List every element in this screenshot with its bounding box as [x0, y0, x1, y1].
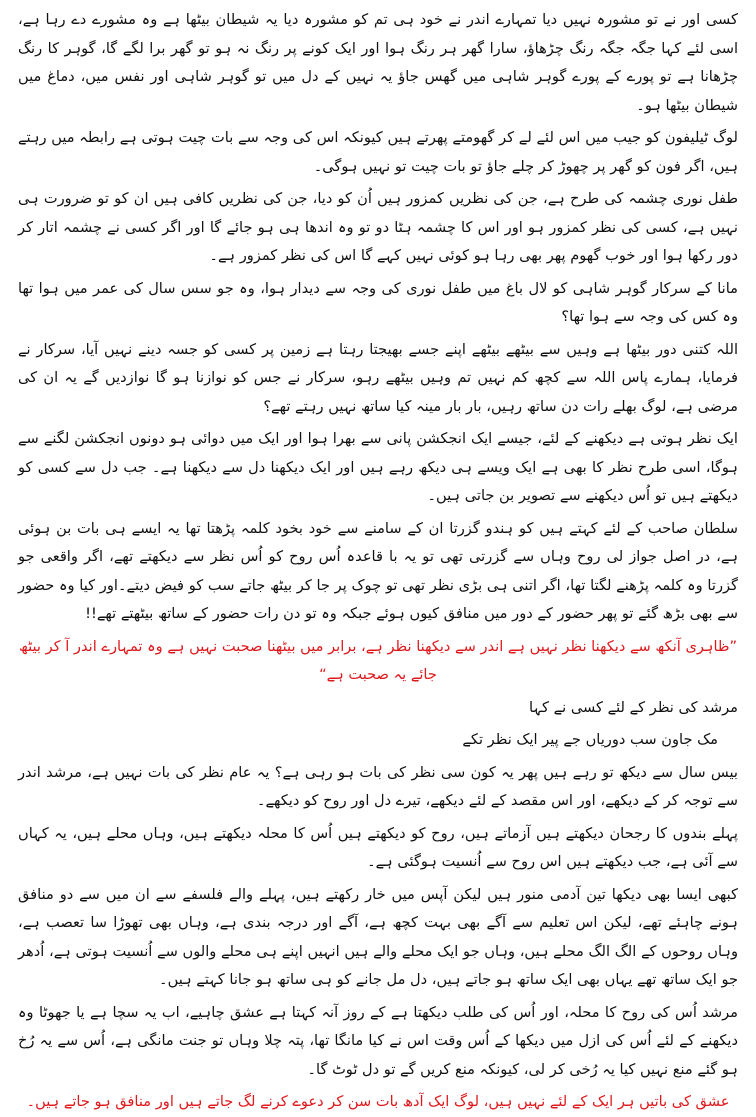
paragraph-three-men: کبھی ایسا بھی دیکھا تین آدمی منور ہیں لیکن آپس میں خار رکھتے ہیں، پہلے والے فلسفے سے ان میں سے دو منافق ہونے چاہئے تھے، لیکن اس تعلیم سے آگے بھی بہت کچھ ہے، آگے اور درجہ بندی ہے، وہاں بھی تھوڑا سا تعصب ہے، وہاں روحوں کے الگ الگ محلے ہیں، وہاں جو ایک محلے والے ہیں انہیں اپنے ہی محلے والوں سے اُنسیت ہوتی ہے، اُدھر جو ایک ساتھ تھے یہاں بھی ایک ساتھ ہو جاتے ہیں، دل مل جانے کو ہی ساتھ ہو جانا کہتے ہیں۔ — [18, 885, 738, 988]
paragraph-sultan-sahib: سلطان صاحب کے لئے کہتے ہیں کو ہندو گزرتا ان کے سامنے سے خود بخود کلمہ پڑھتا تھا یہ ایسے ہی بات بن ہوئی ہے، در اصل جواز لی روح وہاں سے گزرتی تھی تو یہ با قاعدہ اُس روح کو اُس نظر سے دیکھتے تھے، اگر واقعی جو گزرتا وہ کلمہ پڑھنے لگتا تھا، اگر اتنی ہی بڑی نظر تھی تو چوک پر جا کر بیٹھ جاتے سب کو فیض دیتے۔اور کیا وہ حضور سے بھی بڑھ گئے تو پھر حضور کے دور میں منافق کیوں ہوئے جبکہ وہ تو دن رات حضور کے ساتھ بیٹھتے تھے!! — [18, 519, 738, 622]
paragraph-spectacles: طفل نوری چشمہ کی طرح ہے، جن کی نظریں کمزور ہیں اُن کو دیا، جن کی نظریں کافی ہیں ان کو تو ضرورت ہی نہیں ہے، کسی کی نظر کمزور ہو اور اس کا چشمہ ہٹا دو تو وہ اندھا ہی ہو جائے گا اور اگر کسی نے چشمہ اتار کر دور رکھا ہوا اور خوب گھوم پھر بھی رہا ہو کوئی نہیں کہے گا اس کی نظر کمزور ہے۔ — [18, 190, 738, 264]
paragraph-murshid-sees: مرشد اُس کی روح کا محلہ، اور اُس کی طلب دیکھتا ہے کے روز آنہ کہتا ہے عشق چاہیے، اب یہ سچا ہے یا جھوٹا وہ دیکھنے کے لئے اُس کی ازل میں دیکھا کے اُس وقت اس نے کیا مانگا تھا، پتہ چلا وہاں تو جنت مانگی ہے، اُس سے یہ رُخ ہو گئے منع نہیں کیا یہ رُخی کر لی، کیونکہ منع کریں گے تو دل ٹوٹ گا۔ — [18, 1003, 738, 1078]
quote-highlight-love: عشق کی باتیں ہر ایک کے لئے نہیں ہیں، لوگ ایک آدھ بات سن کر دعوے کرنے لگ جاتے ہیں اور منافق ہو جاتے ہیں۔ — [26, 1093, 730, 1110]
paragraph-allah-distance: اللہ کتنی دور بیٹھا ہے وہیں سے بیٹھے بیٹھے اپنے جسے بھیجتا رہتا ہے زمین پر کسی کو جسہ دینے نہیں آیا، سرکار نے فرمایا، ہمارے پاس اللہ سے کچھ کم نہیں تم وہیں بیٹھے رہو، سرکار نے جس کو نوازنا ہو گا نوازدیں گے یہ ان کی مرضی ہے، لوگ بھلے رات دن ساتھ رہیں، بار بار مینہ کیا ساتھ نہیں رہتے تھے؟ — [18, 340, 738, 415]
paragraph-advice: کسی اور نے تو مشورہ نہیں دیا تمہارے اندر نے خود ہی تم کو مشورہ دیا یہ شیطان بیٹھا ہے وہ مشورے دے رہا ہے، اسی لئے کہا جگہ جگہ رنگ چڑھاؤ، سارا گھر ہر رنگ ہوا اور ایک کونے پر رنگ نہ ہو تو گھر برا لگے گا، گوہر کا رنگ چڑھانا ہے تو پورے کے پورے گوہر شاہی میں گھس جاؤ یہ نہیں کے دل میں تو گوہر شاہی اور نفس میں، دماغ میں شیطان بیٹھا ہو۔ — [18, 11, 738, 114]
paragraph-twenty-years: بیس سال سے دیکھ تو رہے ہیں پھر یہ کون سی نظر کی بات ہو رہی ہے؟ یہ عام نظر کی بات نہیں ہے، مرشد اندر سے توجہ کر کے دیکھے، اور اس مقصد کے لئے دیکھے، تیرے دل اور روح کو دیکھے۔ — [18, 763, 738, 809]
paragraph-lal-bagh: مانا کے سرکار گوہر شاہی کو لال باغ میں طفل نوری کی وجہ سے دیدار ہوا، وہ جو سس سال کی عمر میں ہوا تھا وہ کس کی وجہ سے ہوا تھا؟ — [18, 279, 738, 325]
verse-line: مک جاون سب دوریاں جے پیر ایک نظر تکے — [462, 731, 718, 748]
paragraph-inclination: پہلے بندوں کا رجحان دیکھتے ہیں آزماتے ہیں، روح کو دیکھتے ہیں اُس کا محلہ دیکھتے ہیں، وہاں محلے ہیں، یہ کہاں سے آئی ہے، جب دیکھتے ہیں اس روح سے اُنسیت ہوگئی ہے۔ — [18, 824, 738, 870]
paragraph-telephone: لوگ ٹیلیفون کو جیب میں اس لئے لے کر گھومتے پھرتے ہیں کیونکہ اس کی وجہ سے بات چیت ہوتی ہے رابطہ میں رہتے ہیں، اگر فون کو گھر پر چھوڑ کر چلے جاؤ تو بات چیت تو نہیں ہوگی۔ — [18, 129, 738, 175]
quote-highlight-sight: ”ظاہری آنکھ سے دیکھنا نظر نہیں ہے اندر سے دیکھنا نظر ہے، برابر میں بیٹھنا صحبت نہیں ہے وہ تمہارے اندر آ کر بیٹھ جائے یہ صحبت ہے“ — [18, 637, 738, 683]
paragraph-injection: ایک نظر ہوتی ہے دیکھنے کے لئے، جیسے ایک انجکشن پانی سے بھرا ہوا اور ایک میں دوائی ہو دونوں انجکشن لگنے سے ہوگا، اسی طرح نظر کا بھی ہے ایک ویسے ہی دیکھ رہے ہیں اور ایک دیکھنا دل سے دیکھنا ہے۔ جب دل سے کسی کو دیکھتے ہیں تو اُس دیکھنے سے تصویر بن جاتی ہیں۔ — [18, 430, 738, 504]
paragraph-murshid-intro: مرشد کی نظر کے لئے کسی نے کہا — [528, 698, 738, 716]
